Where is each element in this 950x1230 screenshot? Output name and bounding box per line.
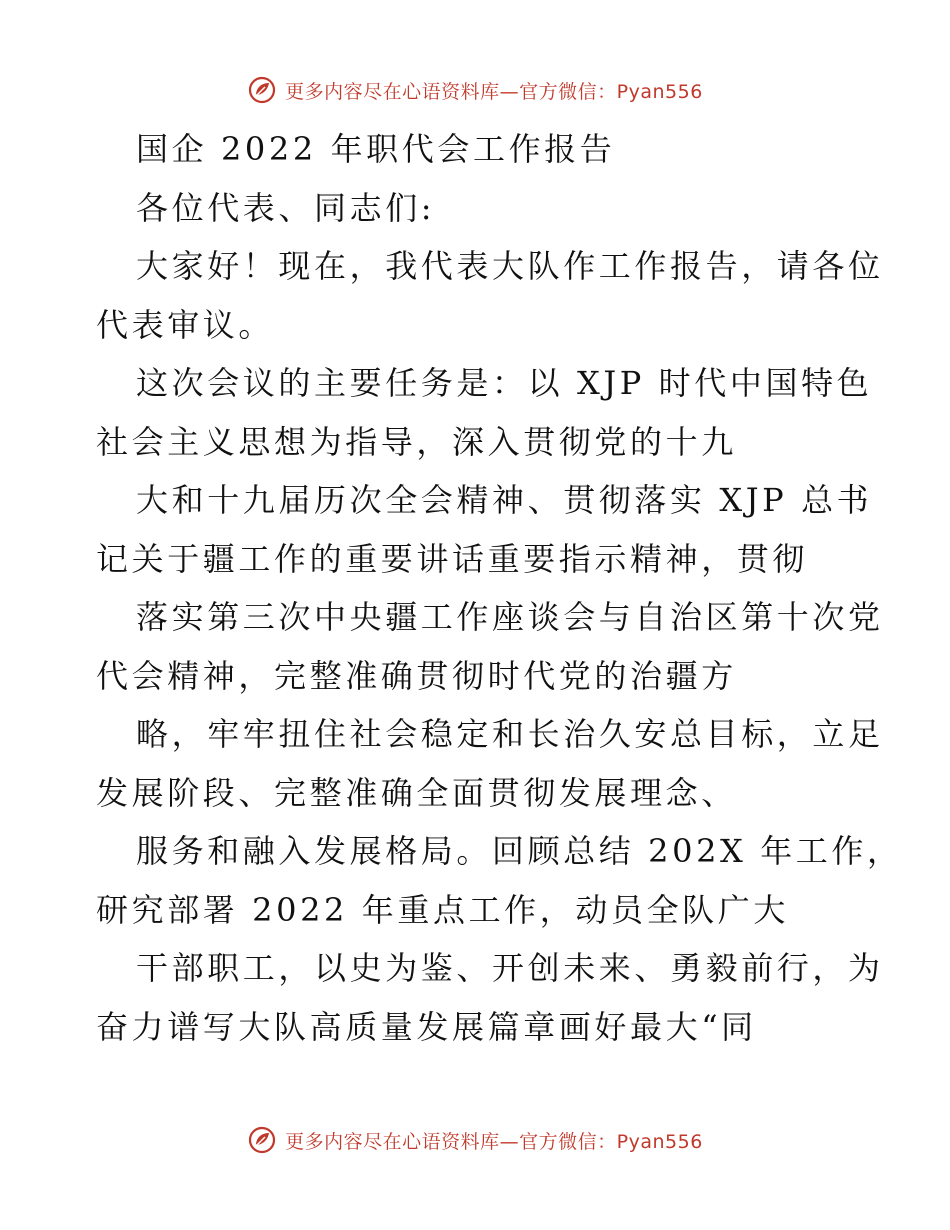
watermark-text: 更多内容尽在心语资料库—官方微信：Pyan556 [285,1130,703,1153]
text-line: 这次会议的主要任务是：以 XJP 时代中国特色 [136,364,873,402]
text-line: 干部职工，以史为鉴、开创未来、勇毅前行，为 [136,949,884,987]
text-line: 大和十九届历次全会精神、贯彻落实 XJP 总书 [136,481,873,519]
text-line: 落实第三次中央疆工作座谈会与自治区第十次党 [136,598,884,636]
footer-watermark [0,1120,950,1160]
text-line: 研究部署 2022 年重点工作，动员全队广大 [96,890,789,929]
watermark-text: 更多内容尽在心语资料库—官方微信：Pyan556 [285,80,703,103]
text-line: 社会主义思想为指导，深入贯彻党的十九 [96,422,737,461]
report-body [96,120,903,1056]
document-title: 国企 2022 年职代会工作报告 [136,130,616,168]
leaf-logo-icon [247,1125,277,1155]
leaf-logo-icon [247,75,277,105]
salutation: 各位代表、同志们: [136,188,436,227]
text-line: 代会精神，完整准确贯彻时代党的治疆方 [96,656,737,695]
text-line: 发展阶段、完整准确全面贯彻发展理念、 [96,773,737,812]
text-line: 大家好！现在，我代表大队作工作报告，请各位 [136,247,884,285]
text-line: 奋力谱写大队高质量发展篇章画好最大“同 [96,1007,757,1046]
text-line: 记关于疆工作的重要讲话重要指示精神，贯彻 [96,539,809,578]
header-watermark [0,70,950,110]
text-line: 略，牢牢扭住社会稳定和长治久安总目标，立足 [136,715,884,753]
text-line: 服务和融入发展格局。回顾总结 202X 年工作， [136,832,903,870]
text-line: 代表审议。 [96,305,275,344]
